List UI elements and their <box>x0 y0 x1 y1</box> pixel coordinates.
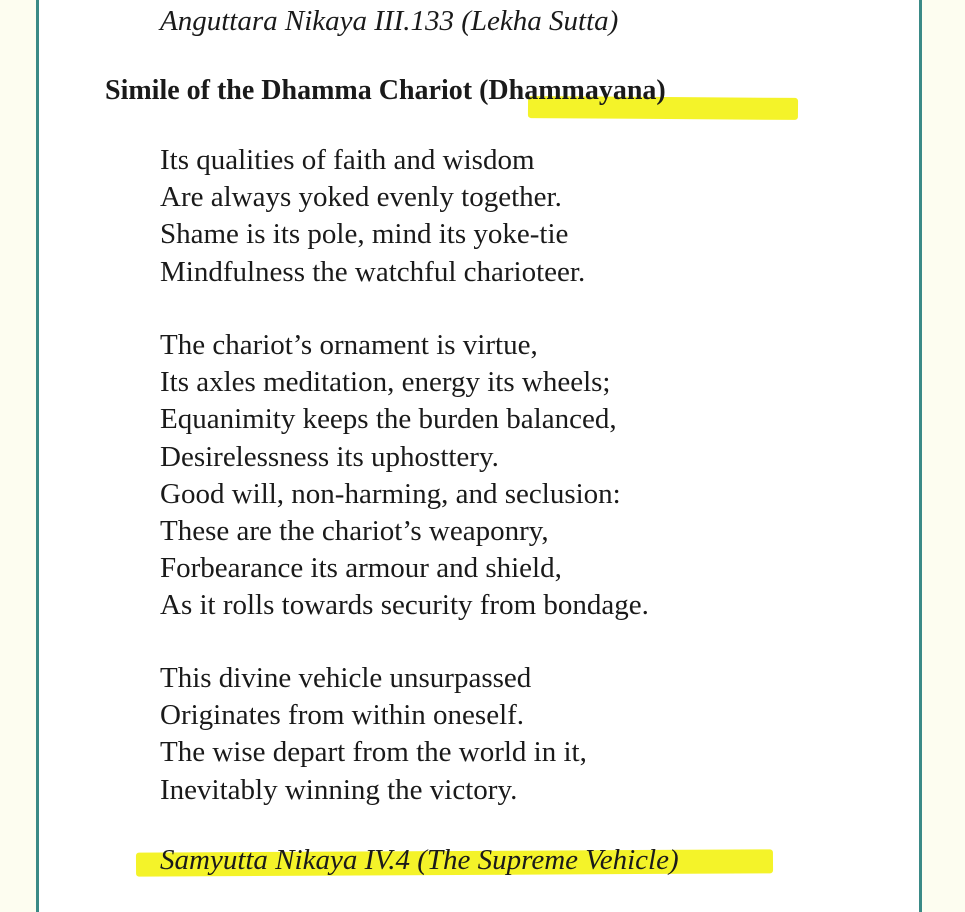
verse-line: These are the chariot’s weaponry, <box>160 515 549 548</box>
source-citation-bottom: Samyutta Nikaya IV.4 (The Supreme Vehicle) <box>160 844 679 876</box>
verse-line: The chariot’s ornament is virtue, <box>160 329 538 361</box>
section-heading: Simile of the Dhamma Chariot (Dhammayana) <box>105 75 666 106</box>
verse-line: Good will, non-harming, and seclusion: <box>160 477 621 510</box>
verse-line: Mindfulness the watchful charioteer. <box>160 255 586 288</box>
verse-line: As it rolls towards security from bondage. <box>160 589 649 622</box>
verse-line: Desirelessness its uphosttery. <box>160 440 499 473</box>
verse-line: Equanimity keeps the burden balanced, <box>160 403 617 436</box>
verse-line: This divine vehicle unsurpassed <box>160 662 532 694</box>
stanza-2 <box>160 327 649 625</box>
verse-line: Are always yoked evenly together. <box>160 181 562 214</box>
verse-line: Its axles meditation, energy its wheels; <box>160 366 611 399</box>
verse-line: Originates from within oneself. <box>160 699 525 732</box>
stanza-1 <box>160 142 585 291</box>
verse-line: Shame is its pole, mind its yoke-tie <box>160 218 569 251</box>
document-page <box>36 0 922 912</box>
source-citation-top: Anguttara Nikaya III.133 (Lekha Sutta) <box>160 5 619 37</box>
verse-line: Inevitably winning the victory. <box>160 773 518 806</box>
stanza-3 <box>160 660 587 809</box>
verse-line: The wise depart from the world in it, <box>160 736 587 769</box>
verse-line: Its qualities of faith and wisdom <box>160 144 535 176</box>
verse-line: Forbearance its armour and shield, <box>160 552 562 585</box>
